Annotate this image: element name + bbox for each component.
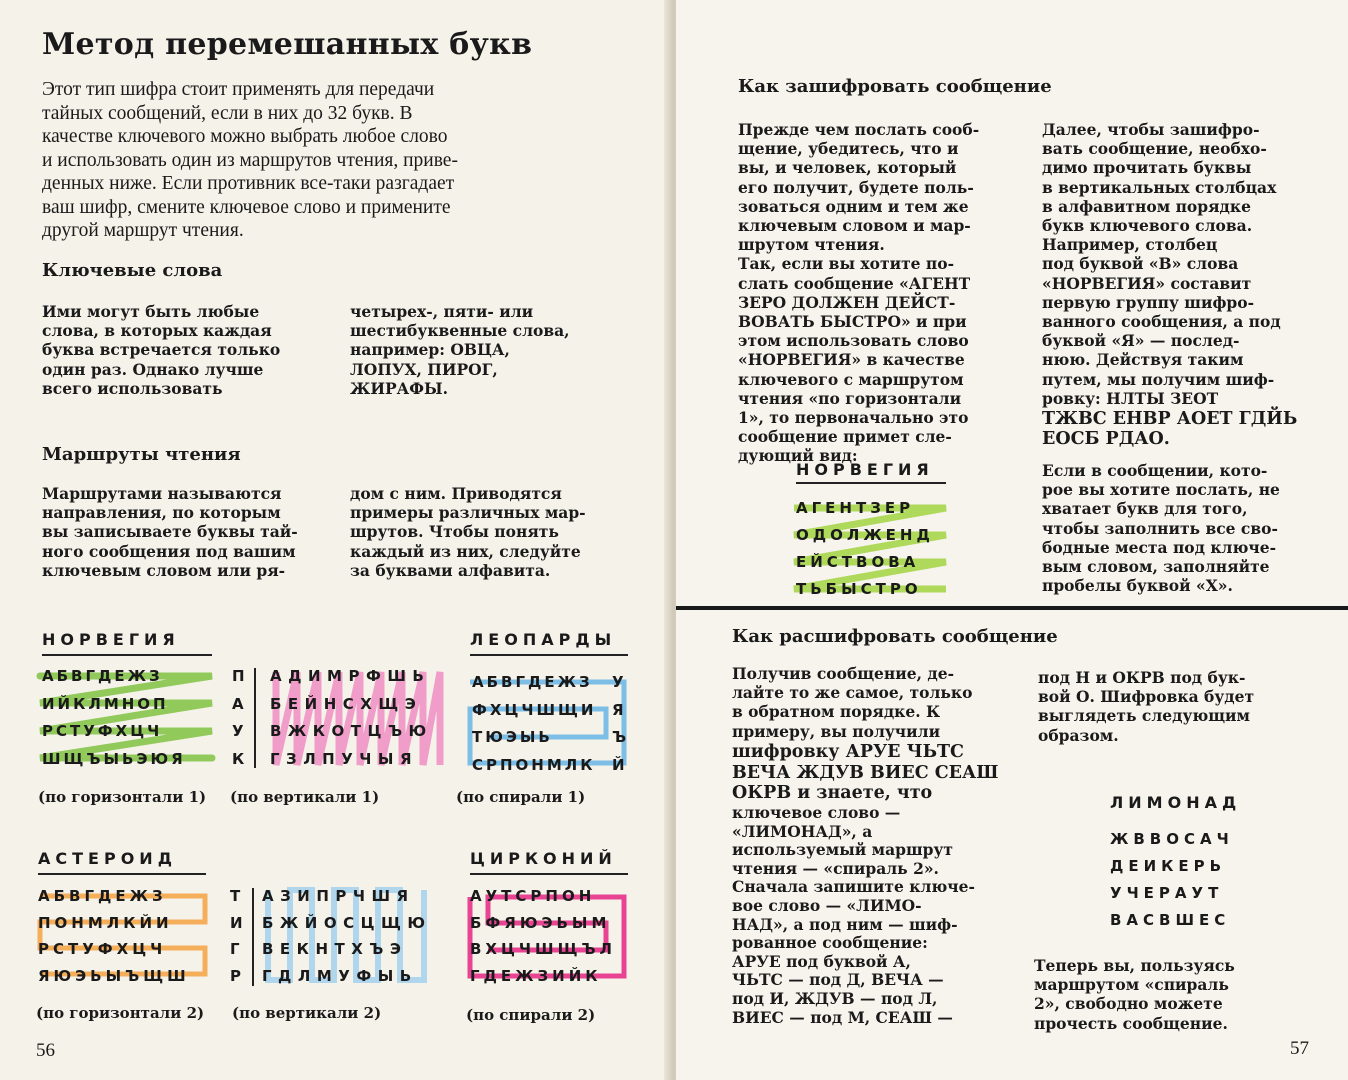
grid-letter: Й [612, 755, 628, 774]
text-line: буквой «Я» — послед- [1042, 331, 1240, 351]
decrypt-keyword: ЛИМОНАД [1110, 793, 1242, 812]
grid-row: АУТСРПОН [470, 887, 596, 905]
grid-horizontal-2 [38, 883, 190, 989]
caption-vertical-2: (по вертикали 2) [232, 1004, 382, 1022]
text-line: примеру, вы получили [732, 721, 941, 741]
right-page [676, 0, 1348, 1080]
text-line: вым словом, заполняйте [1042, 557, 1270, 577]
text-line: зоваться одним и тем же [738, 196, 969, 216]
text-line: ВИЕС — под М, СЕАШ — [732, 1007, 953, 1027]
grid-row: БЕЙНСХЩЭ [270, 694, 423, 713]
text-line: слать сообщение «АГЕНТ [738, 273, 971, 293]
grid-row: АБВГДЕЖЗ [472, 673, 593, 691]
grid-row: ВАСВШЕС [1110, 911, 1231, 929]
text-line: этом использовать слово [738, 331, 969, 351]
text-line: Например, столбец [1042, 235, 1218, 255]
caption-vertical-1: (по вертикали 1) [230, 788, 380, 806]
page-number-left: 56 [36, 1040, 55, 1061]
text-line: шестибуквенные слова, [350, 321, 570, 341]
keyword-letter: А [232, 694, 244, 713]
grid-row: ВХЦЧШЩЪЛ [470, 940, 617, 958]
grid-row: ЖВВОСАЧ [1110, 830, 1234, 848]
decrypt-col1-b [732, 804, 975, 1027]
grid-spiral-1 [472, 669, 596, 779]
text-line: димо прочитать буквы [1042, 158, 1252, 178]
grid-row: ВЕКНТХЪЭ [262, 940, 408, 958]
grid-row: АДИМРФШЬ [270, 667, 431, 685]
divider-vertical-2 [252, 888, 254, 986]
text-line: Получив сообщение, де- [732, 664, 955, 683]
text-line: под И, ЖДУВ — под Л, [732, 988, 938, 1008]
text-line: ЧЬТС — под Д, ВЕЧА — [732, 970, 944, 990]
text-line: ключевым словом и мар- [738, 216, 971, 236]
text-line: чтения — «спираль 2». [732, 858, 939, 878]
text-line: ЛОПУХ, ПИРОГ, [350, 359, 498, 379]
text-line: вы, и человек, который [738, 158, 957, 178]
caption-horizontal-2: (по горизонтали 2) [36, 1004, 205, 1022]
grid-row: ГДЛМУФЫЬ [262, 966, 418, 985]
grid-row: ГДЕЖЗИЙК [470, 966, 602, 985]
decrypt-col2-b [1034, 956, 1235, 1033]
text-line: «НОРВЕГИЯ» составит [1042, 273, 1252, 293]
routes-heading: Маршруты чтения [42, 444, 241, 465]
keyword-letter: Р [230, 966, 241, 985]
text-line: рое вы хотите послать, не [1042, 480, 1280, 500]
text-line: качестве ключевого можно выбрать любое слово [42, 126, 448, 147]
grid-row: БФЯЮЭЬЫМ [470, 913, 611, 932]
grid-row: ВЖКОТЦЪЮ [270, 722, 433, 740]
text-line: ВОВАТЬ БЫСТРО» и при [738, 312, 967, 332]
keyword-tigr-vertical [230, 883, 243, 989]
keyword-letter: Г [230, 940, 240, 958]
grid-row: РСТУФХЦЧ [42, 722, 163, 740]
text-line: в вертикальных столбцах [1042, 177, 1277, 197]
text-line: чтобы заполнить все сво- [1042, 518, 1278, 538]
text-line: ровку: НЛТЫ ЗЕОТ [1042, 388, 1219, 408]
text-line: рованное сообщение: [732, 933, 928, 953]
keyword-tsirkoniy: ЦИРКОНИЙ [470, 849, 617, 868]
example-grid [796, 495, 934, 603]
text-line: АРУЕ под буквой А, [732, 951, 911, 971]
text-line: слова, в которых каждая [42, 321, 272, 341]
keyword-leopardy: ЛЕОПАРДЫ [470, 630, 617, 649]
text-line: Маршрутами называются [42, 484, 282, 503]
grid-row: ГЗЛПУЧЫЯ [270, 749, 419, 768]
example-keyword: НОРВЕГИЯ [796, 460, 934, 479]
caption-horizontal-1: (по горизонтали 1) [38, 788, 207, 806]
text-line: Сначала запишите ключе- [732, 877, 975, 897]
grid-horizontal-1 [42, 663, 186, 773]
text-line: его получит, будете поль- [738, 177, 974, 197]
encrypt-col2-b [1042, 461, 1280, 595]
text-line: дующий вид: [738, 446, 858, 466]
caption-spiral-2: (по спирали 2) [466, 1006, 596, 1024]
grid-letter: Я [612, 700, 627, 719]
text-line: «НОРВЕГИЯ» в качестве [738, 350, 965, 370]
text-line: Прежде чем послать сооб- [738, 120, 980, 139]
grid-row: ПОНМЛКЙИ [38, 913, 173, 932]
keyword-letter: К [232, 749, 245, 768]
text-line: Теперь вы, пользуясь [1034, 956, 1235, 975]
text-line: 1», то первоначально это [738, 408, 969, 428]
keyword-letter: П [232, 667, 245, 685]
cipher-line: шифровку АРУЕ ЧЬТС [732, 742, 964, 762]
grid-row: ОДОЛЖЕНД [796, 526, 934, 544]
text-line: первую группу шифро- [1042, 292, 1255, 312]
text-line: маршрутом «спираль [1034, 975, 1229, 995]
text-line: ванного сообщения, а под [1042, 312, 1281, 332]
grid-spiral-1-edge [612, 669, 629, 779]
text-line: шрутов. Чтобы понять [350, 522, 559, 542]
caption-spiral-1: (по спирали 1) [456, 788, 586, 806]
text-line: ного сообщения под вашим [42, 541, 296, 561]
grid-row: БЖЙОСЦЩЮ [262, 913, 432, 932]
cipher-text [1042, 409, 1297, 449]
text-line: букв ключевого слова. [1042, 216, 1253, 236]
text-line: образом. [1038, 725, 1119, 745]
text-line: сообщение примет сле- [738, 427, 952, 447]
cipher-line: ОКРВ и знаете, что [732, 783, 933, 803]
grid-letter: У [612, 673, 627, 691]
text-line: 2», свободно можете [1034, 994, 1223, 1014]
grid-row: АБВГДЕЖЗ [42, 667, 163, 685]
keyword-asteroid: АСТЕРОИД [38, 849, 177, 868]
text-line: вое слово — «ЛИМО- [732, 895, 922, 915]
text-line: в обратном порядке. К [732, 702, 941, 722]
text-line: путем, мы получим шиф- [1042, 369, 1275, 389]
text-line: направления, по которым [42, 503, 281, 523]
text-line: Этот тип шифра стоит применять для передачи [42, 79, 435, 100]
text-line: под Н и ОКРВ под бук- [1038, 668, 1246, 687]
text-line: шрутом чтения. [738, 235, 885, 255]
text-line: всего использовать [42, 378, 223, 398]
grid-row: ИЙКЛМНОП [42, 694, 169, 713]
left-page [0, 0, 672, 1080]
text-line: другой маршрут чтения. [42, 220, 244, 241]
grid-letter: Ъ [612, 728, 630, 746]
keyword-underline-3 [470, 654, 628, 656]
keyword-letter: И [230, 913, 243, 932]
keyword-letter: Т [230, 887, 241, 905]
grid-spiral-2 [470, 883, 616, 989]
text-line: вой О. Шифровка будет [1038, 687, 1255, 707]
text-line: четырех-, пяти- или [350, 302, 534, 321]
grid-vertical-1 [270, 663, 433, 773]
text-line: денных ниже. Если противник все-таки разгадает [42, 173, 455, 194]
text-line: вать сообщение, необхо- [1042, 139, 1267, 159]
text-line: щение, убедитесь, что и [738, 139, 959, 159]
grid-vertical-2 [262, 883, 432, 989]
text-line: выглядеть следующим [1038, 706, 1251, 726]
text-line: под буквой «В» слова [1042, 254, 1239, 274]
text-line: нюю. Действуя таким [1042, 350, 1244, 370]
grid-row: РСТУФХЦЧ [38, 940, 167, 958]
decrypt-cipher [732, 742, 998, 804]
grid-row: ЯЮЭЬЫЪЩШ [38, 966, 190, 985]
cipher-line: ТЖВС ЕНВР АОЕТ ГДЙЬ [1042, 409, 1298, 429]
text-line: ваш шифр, смените ключевое слово и примените [42, 196, 451, 218]
text-line: Если в сообщении, кото- [1042, 461, 1268, 480]
text-line: ЖИРАФЫ. [350, 378, 448, 398]
text-line: за буквами алфавита. [350, 560, 551, 580]
decrypt-col2 [1038, 668, 1254, 745]
grid-row: ФХЦЧШЩИ [472, 700, 597, 719]
cipher-line: ВЕЧА ЖДУВ ВИЕС СЕАШ [732, 762, 999, 783]
text-line: буква встречается только [42, 340, 281, 360]
section-divider [676, 606, 1348, 610]
grid-row: ДЕИКЕРЬ [1110, 857, 1227, 875]
grid-row: ТЬБЫСТРО [796, 580, 922, 598]
grid-row: АБВГДЕЖЗ [38, 887, 167, 905]
text-line: ЗЕРО ДОЛЖЕН ДЕЙСТ- [738, 292, 956, 312]
page-number-right: 57 [1290, 1038, 1309, 1059]
text-line: бодные места под ключе- [1042, 537, 1277, 557]
text-line: и использовать один из маршрутов чтения, приве- [42, 149, 458, 171]
text-line: Далее, чтобы зашифро- [1042, 120, 1260, 139]
text-line: прочесть сообщение. [1034, 1013, 1228, 1033]
text-line: примеры различных мар- [350, 503, 586, 523]
text-line: дом с ним. Приводятся [350, 484, 562, 503]
text-line: Так, если вы хотите по- [738, 254, 955, 274]
keyword-underline-6 [470, 873, 628, 875]
text-line: каждый из них, следуйте [350, 541, 581, 561]
text-line: ключевым словом или ря- [42, 560, 286, 580]
keyword-norvegiya: НОРВЕГИЯ [42, 630, 180, 649]
page-title: Метод перемешанных букв [42, 27, 533, 62]
grid-row: ШЩЪЫЬЭЮЯ [42, 749, 186, 768]
grid-row: АЗИПРЧШЯ [262, 887, 415, 905]
keywords-heading: Ключевые слова [42, 260, 223, 281]
keyword-letter: У [232, 722, 244, 740]
text-line: ключевого с маршрутом [738, 369, 964, 389]
text-line: хватает букв для того, [1042, 499, 1248, 519]
text-line: НАД», а под ним — шиф- [732, 914, 958, 934]
text-line: «ЛИМОНАД», а [732, 821, 873, 841]
text-line: ключевое слово — [732, 803, 901, 822]
grid-row: ЕЙСТВОВА [796, 553, 920, 571]
keyword-underline-4 [38, 873, 206, 875]
encrypt-col2 [1042, 120, 1281, 408]
text-line: чтения «по горизонтали [738, 388, 962, 408]
text-line: например: ОВЦА, [350, 340, 510, 360]
text-line: один раз. Однако лучше [42, 359, 264, 379]
keyword-pauk-vertical [232, 663, 245, 773]
grid-row: ТЮЭЫЬ [472, 728, 553, 746]
grid-row: АГЕНТЗЕР [796, 499, 915, 517]
grid-row: СРПОНМЛК [472, 755, 596, 774]
text-line: тайных сообщений, если в них до 32 букв. В [42, 102, 413, 124]
decrypt-grid [1110, 826, 1234, 934]
decrypt-col1 [732, 664, 972, 741]
divider-vertical-1 [254, 668, 256, 768]
encrypt-heading: Как зашифровать сообщение [738, 76, 1052, 97]
text-line: в алфавитном порядке [1042, 196, 1251, 216]
text-line: вы записываете буквы тай- [42, 522, 298, 542]
cipher-line: ЕОСБ РДАО. [1042, 429, 1170, 449]
text-line: пробелы буквой «Х». [1042, 576, 1233, 596]
text-line: лайте то же самое, только [732, 683, 973, 703]
text-line: Ими могут быть любые [42, 302, 260, 321]
text-line: используемый маршрут [732, 840, 954, 860]
keyword-underline-1 [42, 654, 212, 656]
grid-row: УЧЕРАУТ [1110, 884, 1224, 902]
decrypt-heading: Как расшифровать сообщение [732, 626, 1058, 647]
